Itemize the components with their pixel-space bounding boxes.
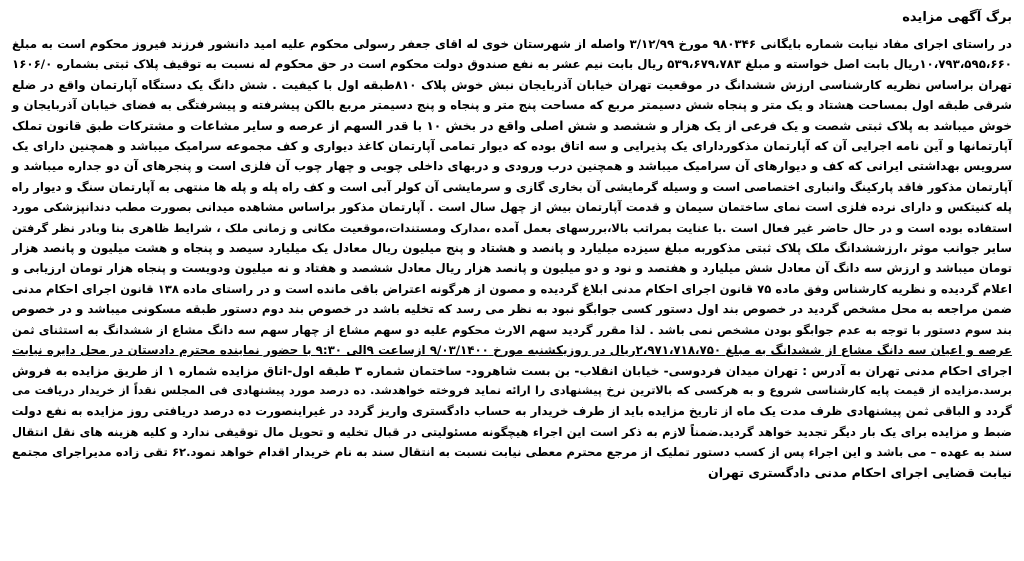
notice-line-1: در راستای اجرای مفاد نیابت شماره بایگانی ۹۸۰۳۴۶ مورخ ۳/۱۲/۹۹ واصله از شهرستان خوی له اقای جعفر رسولی محکوم علیه امید دانشور فرزند فیروز محکوم است به مبلغ [12, 37, 1012, 51]
notice-line-7: سرویس بهداشتی ایرانی که کف و دیوارهای آن سرامیک میباشد و همچنین درب ورودی و دربهای داخلی چوبی و چهار چوب آن فلزی است و پنجرهای آن دو جداره میباشد و [11, 159, 1012, 174]
notice-line-9: پله کنیتکس و دارای نرده فلزی است نمای ساختمان سیمان و قدمت آپارتمان بیش از چهل سال است . آپارتمان مذکور براساس مشاهده میدانی بصورت مطب دندانپزشکی مورد [12, 200, 1012, 215]
notice-line-12: تومان میباشد و ارزش سه دانگ آن معادل شش میلیارد و هفتصد و نود و دو میلیون و پانصد هزار ریال معادل ششصد و هفتاد و نه میلیون ودویست و پنجاه هزار تومان ارزیابی و [12, 261, 1012, 276]
notice-line-17: اجرای احکام مدنی تهران به آدرس : تهران میدان فردوسی- خیابان انقلاب- بن بست شاهرود- ساختمان شماره ۳ طبقه اول-اتاق مزایده شماره ۱ از طریق مزایده به فروش [12, 363, 1012, 378]
notice-line-11: سایر جوانب موثر ،ارزششدانگ ملک پلاک ثبتی مذکوربه مبلغ سیزده میلیارد و پانصد و هشتاد و پنج میلیون ریال معادل یک میلیارد سیصد و پنجاه و هشت میلیون و پانصد هزار [12, 241, 1012, 256]
notice-title: برگ آگهی مزایده [902, 10, 1012, 25]
notice-line-19: گردد و الباقی ثمن پیشنهادی ظرف مدت یک ماه از تاریخ مزایده باید از طرف خریدار به حساب دادگستری واریز گردد در غیراینصورت ده درصد دریافتی روز مزایده به نفع دولت [11, 404, 1012, 419]
notice-line-15: بند سوم دستور با توجه به عدم جوابگو بودن مشخص نمی باشد . لذا مقرر گردید سهم الارث محکوم علیه دو سهم مشاع از چهار سهم سه دانگ مشاع از ششدانگ به استثنای ثمن [12, 322, 1012, 337]
notice-line-20: ضبط و مزایده برای یک بار دیگر تجدید خواهد گردید.ضمناً لازم به ذکر است این اجراء هیچگونه مسئولیتی در قبال تخلیه و تحویل مال توقیفی ندارد و کلیه هزینه های نقل انتقال [12, 424, 1012, 439]
notice-line-2: ۱۰،۷۹۳،۵۹۵،۶۶۰ریال بابت اصل خواسته و مبلغ ۵۳۹،۶۷۹،۷۸۳ ریال بابت نیم عشر به نفع صندوق دولت محکوم است در حق محکوم له نسبت به توقیف پلاک ثبتی بشماره ۱۶۰۶/۰ [12, 57, 1012, 72]
notice-line-5: خوش میباشد به پلاک ثبتی شصت و یک فرعی از یک هزار و ششصد و شش اصلی واقع در بخش ۱۰ با قدر السهم از عرصه و سایر مشاعات و مشترکات طبق قانون تملک [12, 118, 1013, 133]
notice-body [12, 34, 1012, 483]
notice-line-18: برسد.مزایده از قیمت پایه کارشناسی شروع و به هرکسی که بالاترین نرخ پیشنهادی را ارائه نماید فروخته خواهدشد. ده درصد مورد پیشنهادی فی المجلس نقداً از خریدار دریافت می [12, 383, 1012, 397]
notice-line-3: تهران براساس نظریه کارشناسی ارزش ششدانگ در موقعیت تهران خیابان آذربایجان نبش خوش پلاک ۸۱۰طبقه اول با کیفیت . شش دانگ یک دستگاه آپارتمان واقع در ضلع [12, 77, 1012, 92]
notice-line-13: اعلام گردیده و نظریه کارشناس وفق ماده ۷۵ قانون اجرای احکام مدنی ابلاغ گردیده و مصون از هرگونه اعتراض باقی مانده است و در راستای ماده ۱۳۸ قانون اجرای احکام مدنی [12, 281, 1013, 296]
notice-line-10: استفاده بوده است و در حال حاضر غیر فعال است .با عنایت بمراتب بالا،بررسهای بعمل آمده ،مدارک ومستندات،موقعیت مکانی و زمانی ملک ، شرایط ظاهری بنا وبادر نظر گرفتن [12, 220, 1012, 235]
notice-line-4: شرقی طبقه اول بمساحت هشتاد و یک متر و پنجاه شش دسیمتر مربع که مساحت پنج متر و پنجاه و پنج دسیمتر مربع بالکن پیشرفته و پیشرفتگی به فضای خیابان آذربایجان و [12, 98, 1012, 113]
notice-line-14: ضمن مراجعه به محل مشخص گردید در خصوص بند اول دستور کسی جوابگو نبود به نظر می رسد که تخلیه باشد در خصوص بند دوم دستور طبقه مسکونی میباشد و در خصوص [11, 302, 1012, 317]
notice-line-22: نیابت قضایی اجرای احکام مدنی دادگستری تهران [708, 464, 1012, 480]
notice-line-8: آپارتمان مذکور فاقد پارکینگ وانباری اختصاصی است و وسیله گرمایشی آن بخاری گازی و سرمایشی آن کولر آبی است و کف راه پله و پله ها منتهی به آپارتمان سنگ و دیوار راه [11, 179, 1012, 194]
notice-line-16: عرصه و اعیان سه دانگ مشاع از ششدانگ به مبلغ ۲،۹۷۱،۷۱۸،۷۵۰ریال در روزیکشنبه مورخ ۹/۰۳/۱۴۰۰ ازساعت ۹الی ۹:۳۰ با حضور نماینده محترم دادستان در محل دایره نیابت [12, 343, 1013, 358]
notice-line-21: سند به عهده – می باشد و این اجراء پس از کسب دستور تملیک از مرجع محترم معطی نیابت نسبت به انتقال سند به نام خریدار اقدام خواهد نمود.۶۲ تقی زاده مدیراجرای مجتمع [12, 445, 1012, 460]
notice-line-6: آپارتمانها و آین نامه اجرایی آن که آپارتمان مذکوردارای یک پذیرایی و سه اتاق بوده که دیوار تمامی آپارتمان کاغذ دیواری و کف مجموعه سرامیک میباشد و همچنین دارای یک [12, 139, 1012, 154]
